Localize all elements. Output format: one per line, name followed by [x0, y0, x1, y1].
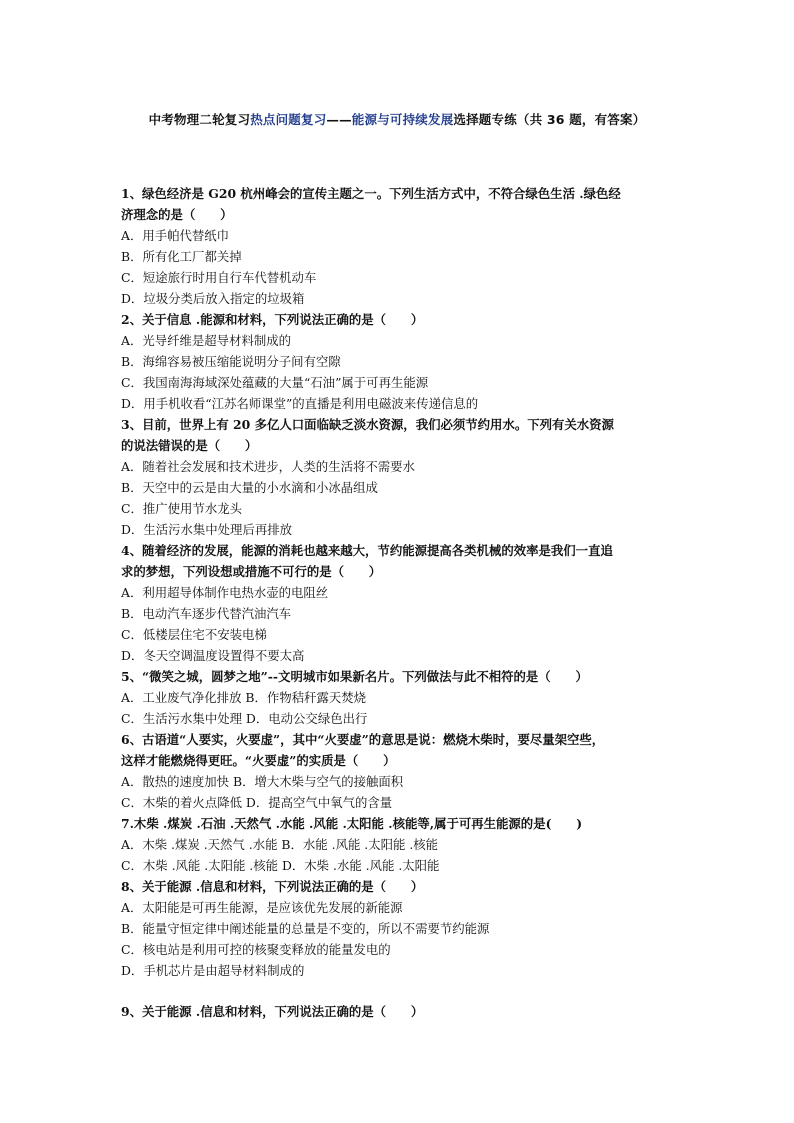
blank-line: [121, 981, 677, 1001]
question-7-stem: 7.木柴 .煤炭 .石油 .天然气 .水能 .风能 .太阳能 .核能等,属于可再生能源的是( ): [121, 816, 583, 831]
question-6-stem-cont: 这样才能燃烧得更旺。“火要虚”的实质是（ ）: [121, 753, 396, 768]
question-6-options-cd: C．木柴的着火点降低 D．提高空气中氧气的含量: [121, 795, 393, 810]
question-3-option-d: D．生活污水集中处理后再排放: [121, 522, 293, 537]
question-5-stem: 5、“微笑之城，圆梦之地”--文明城市如果新名片。下列做法与此不相符的是（ ）: [121, 669, 588, 684]
question-1-option-c: C．短途旅行时用自行车代替机动车: [121, 270, 317, 285]
question-3-stem: 3、目前，世界上有 20 多亿人口面临缺乏淡水资源，我们必须节约用水。下列有关水资源: [121, 417, 614, 432]
question-9-stem: 9、关于能源 .信息和材料，下列说法正确的是（ ）: [121, 1004, 424, 1019]
question-2-option-a: A．光导纤维是超导材料制成的: [121, 333, 292, 348]
question-5-options-cd: C．生活污水集中处理 D．电动公交绿色出行: [121, 711, 368, 726]
question-4-option-c: C．低楼层住宅不安装电梯: [121, 627, 267, 642]
question-4-option-a: A．利用超导体制作电热水壶的电阻丝: [121, 585, 329, 600]
question-1-option-b: B．所有化工厂都关掉: [121, 249, 242, 264]
title-part-5: 选择题专练（共 36 题，有答案）: [453, 112, 646, 127]
question-2-stem: 2、关于信息 .能源和材料，下列说法正确的是（ ）: [121, 312, 424, 327]
question-3-option-c: C．推广使用节水龙头: [121, 501, 242, 516]
question-list: [121, 183, 677, 1022]
title-part-1: 中考物理二轮复习: [148, 112, 251, 127]
question-2-option-b: B．海绵容易被压缩能说明分子间有空隙: [121, 354, 341, 369]
question-8-option-d: D．手机芯片是由超导材料制成的: [121, 963, 305, 978]
question-8-option-c: C．核电站是利用可控的核聚变释放的能量发电的: [121, 942, 391, 957]
question-6-options-ab: A．散热的速度加快 B．增大木柴与空气的接触面积: [121, 774, 404, 789]
question-7-options-cd: C．木柴 .风能 .太阳能 .核能 D．木柴 .水能 .风能 .太阳能: [121, 858, 440, 873]
page-title: [0, 110, 794, 128]
question-1-stem-cont: 济理念的是（ ）: [121, 207, 233, 222]
title-part-4: 能源与可持续发展: [351, 112, 454, 127]
title-part-3: ——: [326, 112, 352, 127]
question-1-stem: 1、绿色经济是 G20 杭州峰会的宣传主题之一。下列生活方式中，不符合绿色生活 .绿色经: [121, 186, 621, 201]
question-6-stem: 6、古语道“人要实，火要虚”，其中“火要虚”的意思是说：燃烧木柴时，要尽量架空些，: [121, 732, 605, 747]
question-8-option-a: A．太阳能是可再生能源，是应该优先发展的新能源: [121, 900, 403, 915]
question-8-option-b: B．能量守恒定律中阐述能量的总量是不变的，所以不需要节约能源: [121, 921, 490, 936]
question-8-stem: 8、关于能源 .信息和材料，下列说法正确的是（ ）: [121, 879, 424, 894]
question-4-stem-cont: 求的梦想，下列设想或措施不可行的是（ ）: [121, 564, 382, 579]
question-1-option-a: A．用手帕代替纸巾: [121, 228, 230, 243]
question-3-option-a: A．随着社会发展和技术进步，人类的生活将不需要水: [121, 459, 415, 474]
question-7-options-ab: A．木柴 .煤炭 .天然气 .水能 B．水能 .风能 .太阳能 .核能: [121, 837, 439, 852]
question-3-stem-cont: 的说法错误的是（ ）: [121, 438, 258, 453]
question-2-option-d: D．用手机收看“江苏名师课堂”的直播是利用电磁波来传递信息的: [121, 396, 479, 411]
question-4-option-d: D．冬天空调温度设置得不要太高: [121, 648, 305, 663]
title-part-2: 热点问题复习: [250, 112, 327, 127]
question-4-stem: 4、随着经济的发展，能源的消耗也越来越大，节约能源提高各类机械的效率是我们一直追: [121, 543, 613, 558]
question-4-option-b: B．电动汽车逐步代替汽油汽车: [121, 606, 292, 621]
question-1-option-d: D．垃圾分类后放入指定的垃圾箱: [121, 291, 305, 306]
question-3-option-b: B．天空中的云是由大量的小水滴和小冰晶组成: [121, 480, 378, 495]
question-5-options-ab: A．工业废气净化排放 B．作物秸秆露天焚烧: [121, 690, 367, 705]
question-2-option-c: C．我国南海海域深处蕴藏的大量“石油”属于可再生能源: [121, 375, 429, 390]
